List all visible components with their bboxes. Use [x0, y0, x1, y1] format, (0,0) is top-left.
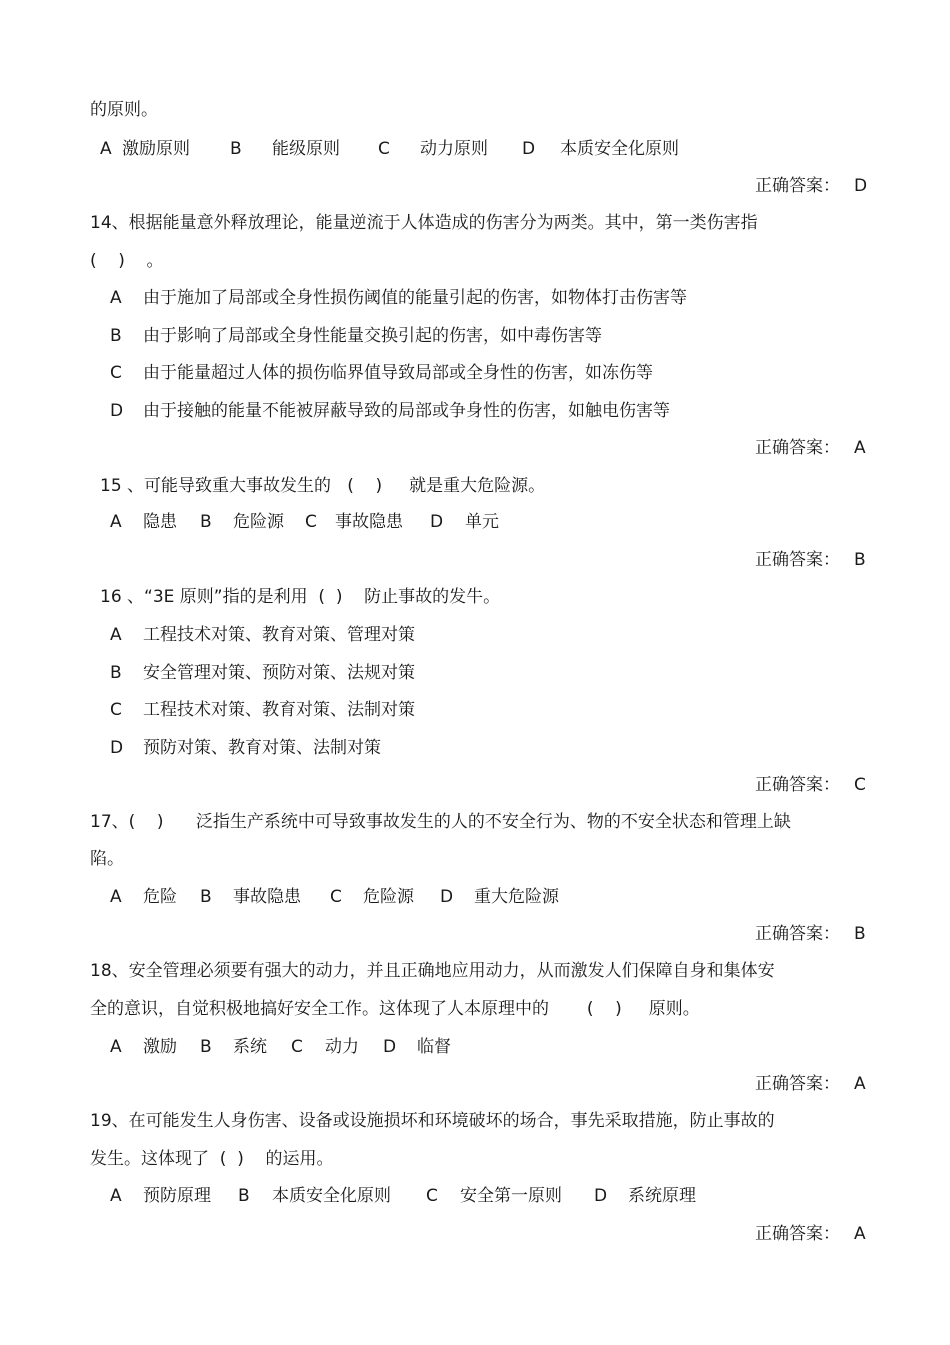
q16-option-a: [110, 624, 415, 646]
question-16-text: 16 、“3E 原则”指的是利用 ( ) 防止事故的发牛。: [100, 587, 501, 607]
q18-correct-answer: [755, 1073, 866, 1095]
question-15-text: 15 、可能导致重大事故发生的 ( ) 就是重大危险源。: [100, 476, 546, 496]
question-17-text-cont: 陷。: [90, 849, 124, 869]
q13-option-d: [522, 138, 679, 160]
q15-option-d: [430, 511, 499, 533]
option-text: 安全第一原则: [460, 1186, 562, 1206]
option-letter: C: [305, 512, 317, 532]
q14-option-d: [110, 400, 670, 422]
option-text: 临督: [417, 1037, 451, 1057]
option-text: 事故隐患: [233, 887, 301, 907]
option-text: 危险源: [233, 512, 284, 532]
q15-correct-answer: [755, 549, 866, 571]
option-letter: D: [594, 1186, 608, 1206]
q17-option-b: [200, 886, 301, 908]
answer-value: B: [854, 924, 866, 944]
option-letter: C: [330, 887, 342, 907]
question-17-text: 17、( ) 泛指生产系统中可导致事故发生的人的不安全行为、物的不安全状态和管理上缺: [90, 812, 791, 832]
question-18-text: 18、安全管理必须要有强大的动力，并且正确地应用动力，从而激发人们保障自身和集体安: [90, 961, 775, 981]
q18-option-a: [110, 1036, 177, 1058]
q17-option-d: [440, 886, 559, 908]
option-text: 预防原理: [143, 1186, 211, 1206]
q16-option-c: [110, 699, 415, 721]
q17-option-c: [330, 886, 414, 908]
option-text: 安全管理对策、预防对策、法规对策: [143, 663, 415, 683]
option-text: 由于能量超过人体的损伤临界值导致局部或全身性的伤害，如冻伤等: [143, 363, 653, 383]
option-text: 本质安全化原则: [272, 1186, 391, 1206]
q19-option-d: [594, 1185, 696, 1207]
q18-option-d: [383, 1036, 451, 1058]
option-letter: B: [238, 1186, 250, 1206]
option-letter: B: [200, 512, 212, 532]
q18-option-b: [200, 1036, 267, 1058]
option-text: 激励原则: [122, 139, 190, 159]
option-letter: D: [110, 738, 124, 758]
answer-label: 正确答案：: [755, 924, 840, 944]
option-letter: B: [110, 326, 122, 346]
option-text: 本质安全化原则: [560, 139, 679, 159]
answer-value: C: [854, 775, 866, 795]
option-text: 重大危险源: [474, 887, 559, 907]
question-18-text-cont: 全的意识，自觉积极地搞好安全工作。这体现了人本原理中的 ( ) 原则。: [90, 999, 700, 1019]
option-text: 单元: [465, 512, 499, 532]
q16-correct-answer: [755, 774, 866, 796]
answer-label: 正确答案：: [755, 438, 840, 458]
answer-value: D: [854, 176, 868, 196]
option-text: 工程技术对策、教育对策、管理对策: [143, 625, 415, 645]
question-19-text: 19、在可能发生人身伤害、设备或设施损坏和环境破坏的场合，事先采取措施，防止事故的: [90, 1111, 775, 1131]
option-text: 由于接触的能量不能被屏蔽导致的局部或争身性的伤害，如触电伤害等: [143, 401, 670, 421]
option-letter: B: [230, 139, 242, 159]
option-letter: B: [200, 1037, 212, 1057]
answer-value: B: [854, 550, 866, 570]
q14-option-a: [110, 287, 687, 309]
answer-label: 正确答案：: [755, 176, 840, 196]
option-letter: C: [378, 139, 390, 159]
option-letter: A: [110, 1186, 122, 1206]
option-letter: D: [440, 887, 454, 907]
option-text: 由于影响了局部或全身性能量交换引起的伤害，如中毒伤害等: [143, 326, 602, 346]
answer-label: 正确答案：: [755, 1074, 840, 1094]
question-14-text: 14、根据能量意外释放理论，能量逆流于人体造成的伤害分为两类。其中，第一类伤害指: [90, 213, 758, 233]
q19-correct-answer: [755, 1223, 866, 1245]
answer-label: 正确答案：: [755, 550, 840, 570]
q16-option-b: [110, 662, 415, 684]
option-text: 激励: [143, 1037, 177, 1057]
question-13-tail: 的原则。: [90, 100, 158, 120]
q16-option-d: [110, 737, 381, 759]
option-letter: A: [110, 625, 122, 645]
option-text: 工程技术对策、教育对策、法制对策: [143, 700, 415, 720]
option-text: 由于施加了局部或全身性损伤阈值的能量引起的伤害，如物体打击伤害等: [143, 288, 687, 308]
option-text: 危险: [143, 887, 177, 907]
option-text: 危险源: [363, 887, 414, 907]
option-letter: A: [110, 1037, 122, 1057]
option-text: 预防对策、教育对策、法制对策: [143, 738, 381, 758]
option-letter: D: [522, 139, 536, 159]
option-letter: A: [100, 139, 112, 159]
answer-label: 正确答案：: [755, 775, 840, 795]
option-text: 动力: [325, 1037, 359, 1057]
question-19-text-cont: 发生。这体现了 ( ) 的运用。: [90, 1149, 334, 1169]
q19-option-c: [426, 1185, 562, 1207]
q13-option-b: [230, 138, 340, 160]
option-letter: A: [110, 887, 122, 907]
option-text: 事故隐患: [335, 512, 403, 532]
q15-option-c: [305, 511, 403, 533]
q19-option-a: [110, 1185, 211, 1207]
option-letter: A: [110, 288, 122, 308]
answer-value: A: [854, 438, 866, 458]
option-text: 系统: [233, 1037, 267, 1057]
question-14-blank: ( ) 。: [90, 251, 164, 271]
option-text: 能级原则: [272, 139, 340, 159]
q19-option-b: [238, 1185, 391, 1207]
q14-option-c: [110, 362, 653, 384]
option-letter: C: [110, 363, 122, 383]
q15-option-a: [110, 511, 177, 533]
option-text: 系统原理: [628, 1186, 696, 1206]
option-text: 隐患: [143, 512, 177, 532]
option-letter: A: [110, 512, 122, 532]
option-text: 动力原则: [420, 139, 488, 159]
q13-correct-answer: [755, 175, 867, 197]
option-letter: D: [383, 1037, 397, 1057]
q15-option-b: [200, 511, 284, 533]
q14-option-b: [110, 325, 602, 347]
q14-correct-answer: [755, 437, 866, 459]
option-letter: D: [430, 512, 444, 532]
q13-option-c: [378, 138, 488, 160]
option-letter: C: [426, 1186, 438, 1206]
option-letter: D: [110, 401, 124, 421]
answer-value: A: [854, 1224, 866, 1244]
q17-option-a: [110, 886, 177, 908]
option-letter: C: [291, 1037, 303, 1057]
q17-correct-answer: [755, 923, 866, 945]
q18-option-c: [291, 1036, 359, 1058]
q13-option-a: [100, 138, 190, 160]
option-letter: B: [200, 887, 212, 907]
answer-label: 正确答案：: [755, 1224, 840, 1244]
option-letter: C: [110, 700, 122, 720]
option-letter: B: [110, 663, 122, 683]
answer-value: A: [854, 1074, 866, 1094]
